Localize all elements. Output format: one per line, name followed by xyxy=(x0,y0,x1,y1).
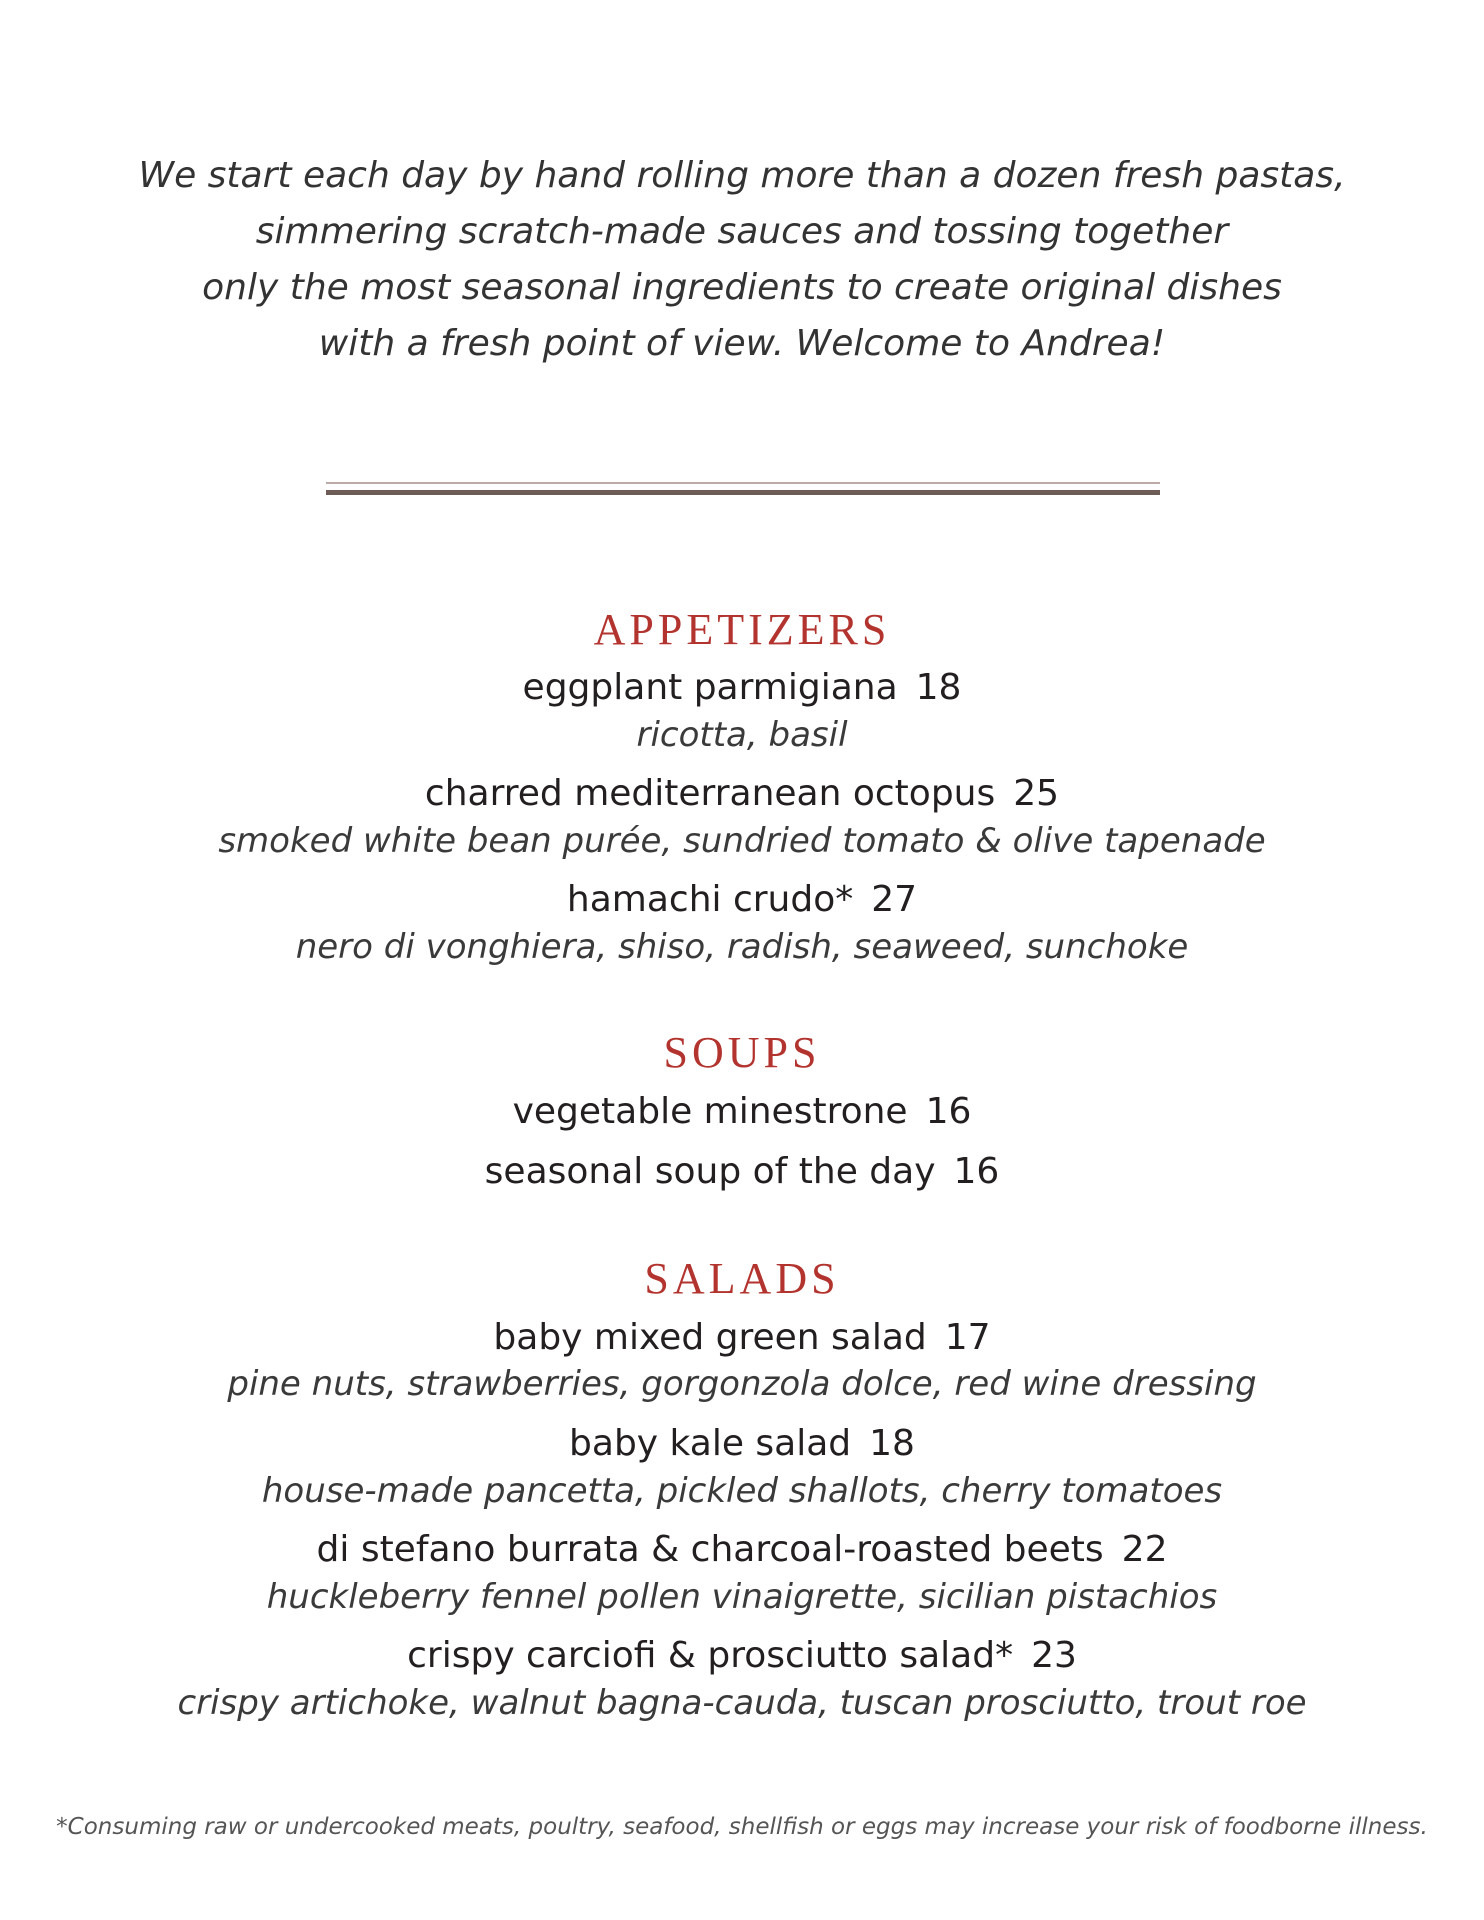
item-name-text: baby kale salad xyxy=(569,1423,852,1464)
divider-thick xyxy=(326,490,1160,495)
section-title-salads: SALADS xyxy=(644,1254,840,1303)
item-name-text: hamachi crudo* xyxy=(566,879,854,920)
menu-item-name xyxy=(0,1090,1484,1134)
item-name-text: charred mediterranean octopus xyxy=(424,773,996,814)
item-price: 16 xyxy=(953,1151,1000,1192)
menu-item-description: smoked white bean purée, sundried tomato & olive tapenade xyxy=(218,821,1266,861)
item-price: 18 xyxy=(915,667,962,708)
footnote-disclaimer: *Consuming raw or undercooked meats, poultry, seafood, shellfish or eggs may increase your risk of foodborne illness. xyxy=(56,1814,1428,1840)
item-name-text: seasonal soup of the day xyxy=(484,1151,936,1192)
intro-line: with a fresh point of view. Welcome to Andrea! xyxy=(318,323,1166,364)
item-price: 23 xyxy=(1031,1635,1077,1676)
intro-line: We start each day by hand rolling more than a dozen fresh pastas, xyxy=(138,155,1346,196)
item-name-text: crispy carciofi & prosciutto salad* xyxy=(407,1635,1014,1676)
menu-item-name xyxy=(0,1634,1484,1678)
item-name-text: eggplant parmigiana xyxy=(522,667,898,708)
intro-line: only the most seasonal ingredients to create original dishes xyxy=(202,267,1282,308)
menu-item-description: nero di vonghiera, shiso, radish, seaweed, sunchoke xyxy=(295,927,1189,967)
menu-item-name xyxy=(0,666,1484,710)
item-price: 25 xyxy=(1013,773,1060,814)
item-price: 16 xyxy=(925,1091,972,1132)
menu-item-name xyxy=(0,878,1484,922)
item-price: 27 xyxy=(871,879,918,920)
item-name-text: vegetable minestrone xyxy=(512,1091,908,1132)
item-price: 18 xyxy=(869,1423,915,1464)
item-price: 22 xyxy=(1121,1529,1168,1570)
divider-thin xyxy=(326,482,1160,484)
menu-item-name xyxy=(0,772,1484,816)
section-title-soups: SOUPS xyxy=(663,1028,821,1077)
item-price: 17 xyxy=(944,1317,991,1358)
item-name-text: baby mixed green salad xyxy=(493,1317,927,1358)
menu-item-name xyxy=(0,1422,1484,1466)
item-name-text: di stefano burrata & charcoal-roasted beets xyxy=(316,1529,1104,1570)
menu-item-name xyxy=(0,1316,1484,1360)
section-title-appetizers: APPETIZERS xyxy=(593,605,891,654)
intro-paragraph xyxy=(0,148,1484,372)
menu-item-description: house-made pancetta, pickled shallots, cherry tomatoes xyxy=(261,1471,1223,1511)
intro-line: simmering scratch-made sauces and tossing together xyxy=(255,211,1229,252)
menu-item-description: pine nuts, strawberries, gorgonzola dolce, red wine dressing xyxy=(227,1364,1257,1404)
menu-item-name xyxy=(0,1150,1484,1194)
menu-item-description: huckleberry fennel pollen vinaigrette, sicilian pistachios xyxy=(266,1577,1218,1617)
menu-item-description: crispy artichoke, walnut bagna-cauda, tuscan prosciutto, trout roe xyxy=(177,1683,1307,1723)
menu-item-description: ricotta, basil xyxy=(636,715,848,755)
menu-item-name xyxy=(0,1528,1484,1572)
